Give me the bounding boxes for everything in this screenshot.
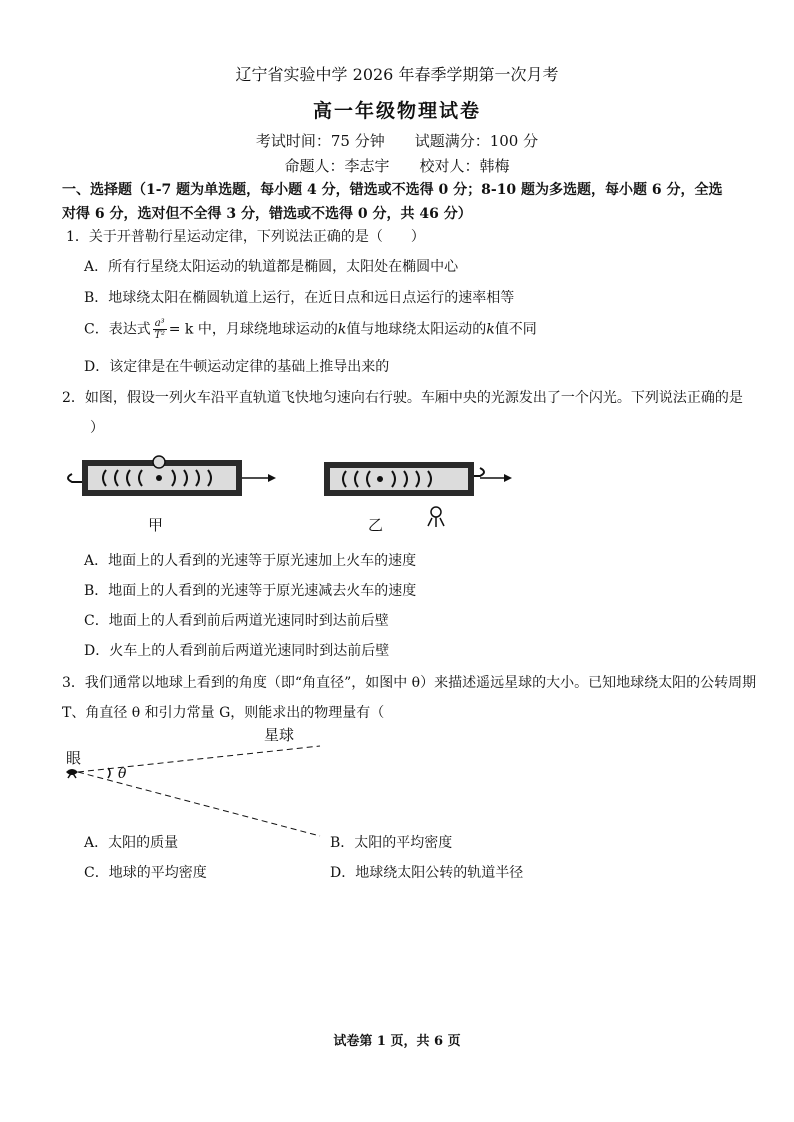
q3-option-c: C．地球的平均密度: [84, 865, 207, 881]
figure-eye-label: 眼: [66, 749, 82, 767]
page-footer: 试卷第 1 页，共 6 页: [333, 1034, 461, 1049]
q2-stem-cont: ）: [90, 420, 104, 436]
q3-option-a: A．太阳的质量: [84, 835, 179, 851]
formula-denominator: T²: [154, 330, 166, 341]
formula-fraction: [153, 318, 167, 341]
formula-numerator: a³: [154, 318, 165, 329]
q1-option-d: D．该定律是在牛顿运动定律的基础上推导出来的: [84, 359, 390, 375]
q2-option-c: C．地面上的人看到前后两道光速同时到达前后壁: [84, 613, 389, 629]
q2-option-b: B．地面上的人看到的光速等于原光速减去火车的速度: [84, 583, 417, 599]
sight-line-upper: [78, 746, 320, 772]
q1-option-c: [84, 318, 537, 341]
figure-label-right: 乙: [368, 516, 384, 534]
section-heading: 一、选择题（1-7 题为单选题，每小题 4 分，错选或不选得 0 分；8-10 题为多选题，每小题 6 分，全选对得 6 分，选对但不全得 3 分，错选或不选得 0 分，共 46 分）: [62, 182, 723, 222]
q1-stem: 1．关于开普勒行星运动定律，下列说法正确的是（ ）: [66, 229, 425, 245]
angle-arc: [108, 768, 110, 778]
q1-option-c-k1: k: [337, 321, 347, 338]
exam-authors: 命题人：李志宇 校对人：韩梅: [284, 157, 510, 175]
q1-option-c-prefix: C．表达式: [84, 321, 151, 338]
q2-option-a: A．地面上的人看到的光速等于原光速加上火车的速度: [84, 553, 417, 569]
school-line: 辽宁省实验中学 2026 年春季学期第一次月考: [235, 65, 559, 84]
exam-title: 高一年级物理试卷: [312, 100, 481, 122]
eye-icon: [66, 769, 78, 778]
q2-option-d: D．火车上的人看到前后两道光速同时到达前后壁: [84, 643, 390, 659]
train-figure: [62, 448, 522, 538]
q1-option-c-mid: 值与地球绕太阳运动的: [346, 321, 487, 338]
q3-option-d: D．地球绕太阳公转的轨道半径: [330, 865, 524, 881]
q1-option-c-k2: k: [486, 321, 495, 338]
train-right: [324, 462, 512, 496]
q1-option-b: B．地球绕太阳在椭圆轨道上运行，在近日点和远日点运行的速率相等: [84, 290, 515, 306]
q3-option-b: B．太阳的平均密度: [330, 835, 453, 851]
train-left: [68, 456, 276, 496]
q1-option-c-eq: = k 中，月球绕地球运动的: [168, 321, 338, 338]
q3-stem-line2: T、角直径 θ 和引力常量 G，则能求出的物理量有（: [62, 705, 385, 721]
figure-star-label: 星球: [264, 726, 295, 744]
q3-stem-line1: 3．我们通常以地球上看到的角度（即“角直径”，如图中 θ）来描述遥远星球的大小。已知地球绕太阳的公转周期: [62, 675, 757, 691]
exam-meta: 考试时间：75 分钟 试题满分：100 分: [255, 132, 539, 150]
q1-option-a: A．所有行星绕太阳运动的轨道都是椭圆，太阳处在椭圆中心: [84, 259, 459, 275]
angular-diameter-figure: [62, 740, 322, 840]
figure-theta-label: θ: [118, 766, 127, 782]
q2-stem: 2．如图，假设一列火车沿平直轨道飞快地匀速向右行驶。车厢中央的光源发出了一个闪光。下列说法正确的是: [62, 390, 743, 406]
observer-icon: [428, 507, 444, 527]
sight-line-lower: [78, 772, 320, 836]
q1-option-c-end: 值不同: [494, 321, 537, 338]
figure-label-left: 甲: [148, 516, 164, 534]
